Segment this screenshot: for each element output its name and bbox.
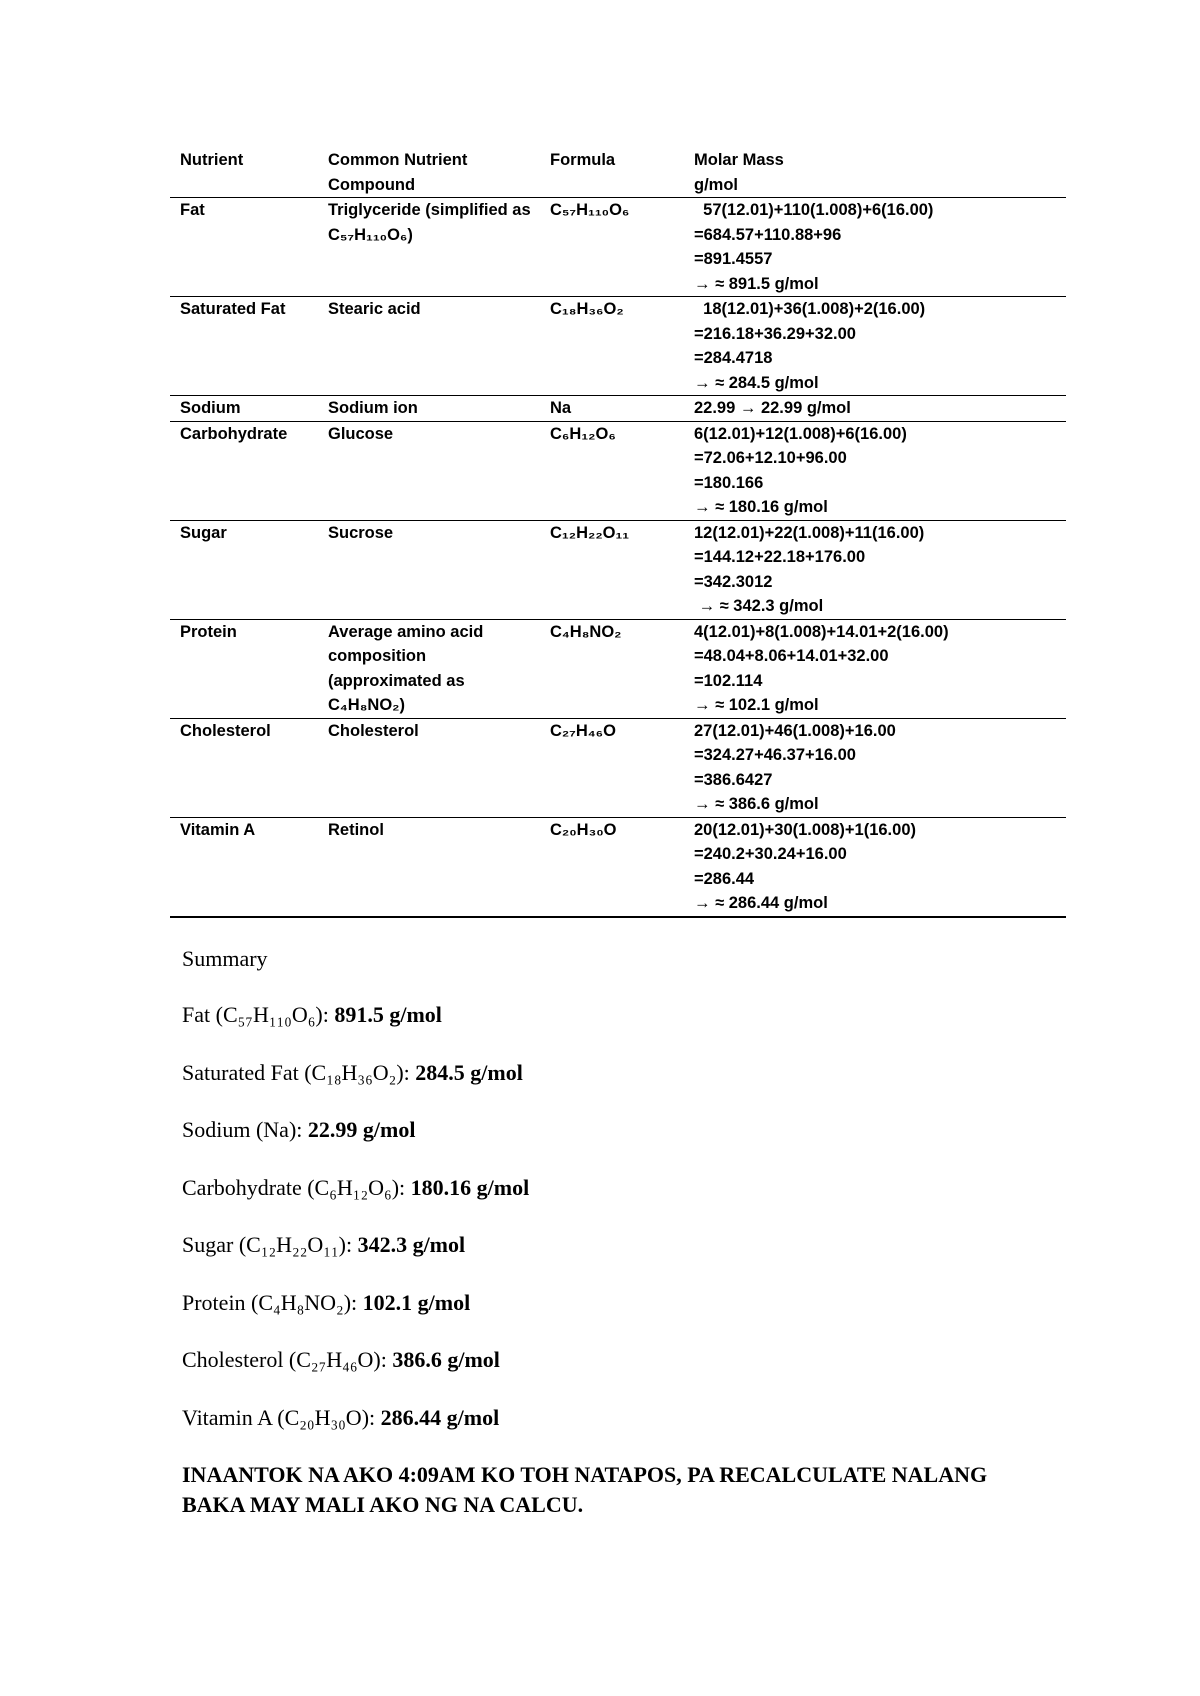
table-row [170,817,1066,917]
cell-compound: Sucrose [318,520,540,619]
header-nutrient: Nutrient [170,148,318,198]
summary-item-label: Protein (C₄H₈NO₂): [182,1289,363,1315]
calc-line: =180.166 [694,473,764,492]
calc-line: → ≈ 386.6 g/mol [694,795,819,813]
calc-line: =684.57+110.88+96 [694,225,842,244]
cell-molar-mass [684,421,1066,520]
cell-nutrient: Fat [170,198,318,297]
calc-line: → ≈ 102.1 g/mol [694,696,819,714]
summary-list [182,1000,1082,1433]
calc-line: → ≈ 284.5 g/mol [694,373,819,392]
summary-item [182,1230,1082,1260]
cell-formula: C₁₂H₂₂O₁₁ [540,520,684,619]
cell-nutrient: Sugar [170,520,318,619]
cell-compound: Stearic acid [318,297,540,396]
summary-item-value: 284.5 g/mol [415,1059,523,1085]
calc-line: =48.04+8.06+14.01+32.00 [694,647,889,665]
cell-nutrient: Protein [170,619,318,718]
calc-line: → ≈ 891.5 g/mol [694,274,819,293]
calc-line: =102.114 [694,671,763,690]
calc-line: =72.06+12.10+96.00 [694,449,847,467]
summary-item-value: 286.44 g/mol [380,1404,500,1430]
calc-line: =240.2+30.24+16.00 [694,845,847,863]
calc-line: 18(12.01)+36(1.008)+2(16.00) [694,300,926,318]
summary-item-value: 891.5 g/mol [334,1002,442,1027]
summary-title: Summary [182,946,268,971]
cell-molar-mass [684,520,1066,619]
cell-compound: Average amino acid composition (approximated as C₄H₈NO₂) [318,619,540,718]
cell-molar-mass [684,619,1066,718]
summary-item-label: Fat (C₅₇H₁₁₀O₆): [182,1002,335,1027]
cell-formula: C₅₇H₁₁₀O₆ [540,198,684,297]
summary-item [182,1115,1082,1145]
calc-line: 20(12.01)+30(1.008)+1(16.00) [694,820,916,839]
cell-compound: Sodium ion [318,396,540,422]
cell-formula: Na [540,396,684,422]
calc-line: 12(12.01)+22(1.008)+11(16.00) [694,523,925,542]
summary-item-label: Sodium (Na): [182,1117,308,1142]
cell-formula: C₂₀H₃₀O [540,817,684,917]
cell-compound: Retinol [318,817,540,917]
calc-line: → ≈ 180.16 g/mol [694,498,828,516]
cell-nutrient: Saturated Fat [170,297,318,396]
calc-line: 22.99 → 22.99 g/mol [694,399,851,417]
table-body [170,198,1066,917]
table-header-row [170,148,1066,198]
summary-item-label: Cholesterol (C₂₇H₄₆O): [182,1347,393,1372]
summary-item [182,1173,1082,1203]
cell-nutrient: Sodium [170,396,318,422]
cell-formula: C₂₇H₄₆O [540,718,684,817]
summary-item [182,1403,1082,1433]
calc-line: =324.27+46.37+16.00 [694,746,856,764]
cell-formula: C₄H₈NO₂ [540,619,684,718]
cell-nutrient: Carbohydrate [170,421,318,520]
calc-line: =386.6427 [694,770,773,789]
table-row [170,718,1066,817]
calc-line: =284.4718 [694,349,773,367]
summary-item [182,1288,1082,1318]
calc-line: → ≈ 342.3 g/mol [694,597,824,615]
summary-item-label: Carbohydrate (C₆H₁₂O₆): [182,1174,411,1200]
calc-line: =286.44 [694,869,755,888]
summary-item [182,1000,1082,1030]
cell-molar-mass [684,396,1066,422]
header-formula: Formula [540,148,684,198]
summary-item-value: 22.99 g/mol [307,1117,416,1142]
closing-note: INAANTOK NA AKO 4:09AM KO TOH NATAPOS, PA RECALCULATE NALANG BAKA MAY MALI AKO NG NA CALCU. [182,1462,988,1517]
cell-nutrient: Cholesterol [170,718,318,817]
summary-item-label: Sugar (C₁₂H₂₂O₁₁): [182,1232,358,1257]
calc-line: =144.12+22.18+176.00 [694,548,866,566]
calc-line: =342.3012 [694,572,773,591]
cell-nutrient: Vitamin A [170,817,318,917]
cell-molar-mass [684,198,1066,297]
calc-line: =216.18+36.29+32.00 [694,324,856,343]
summary-item-value: 342.3 g/mol [357,1232,466,1257]
summary-item-label: Vitamin A (C₂₀H₃₀O): [182,1404,381,1430]
cell-molar-mass [684,718,1066,817]
summary-item-value: 102.1 g/mol [362,1289,471,1315]
summary-item-label: Saturated Fat (C₁₈H₃₆O₂): [182,1059,416,1085]
calc-line: 27(12.01)+46(1.008)+16.00 [694,721,896,740]
cell-formula: C₁₈H₃₆O₂ [540,297,684,396]
cell-molar-mass [684,297,1066,396]
summary-item [182,1345,1082,1375]
summary-item-value: 180.16 g/mol [410,1174,530,1200]
header-molar-mass: Molar Mass g/mol [684,148,1066,198]
calc-line: =891.4557 [694,250,773,268]
calc-line: → ≈ 286.44 g/mol [694,894,828,912]
table-row [170,520,1066,619]
table-row [170,396,1066,422]
calc-line: 6(12.01)+12(1.008)+6(16.00) [694,424,907,443]
calc-line: 4(12.01)+8(1.008)+14.01+2(16.00) [694,622,949,641]
summary-item-value: 386.6 g/mol [392,1347,500,1372]
calc-line: 57(12.01)+110(1.008)+6(16.00) [694,201,934,219]
header-compound: Common Nutrient Compound [318,148,540,198]
table-row [170,297,1066,396]
table-row [170,198,1066,297]
summary-section [182,944,1082,1520]
cell-compound: Triglyceride (simplified as C₅₇H₁₁₀O₆) [318,198,540,297]
summary-item [182,1058,1082,1088]
table-row [170,421,1066,520]
cell-compound: Cholesterol [318,718,540,817]
molar-mass-table [170,148,1066,918]
cell-compound: Glucose [318,421,540,520]
table-row [170,619,1066,718]
cell-formula: C₆H₁₂O₆ [540,421,684,520]
cell-molar-mass [684,817,1066,917]
